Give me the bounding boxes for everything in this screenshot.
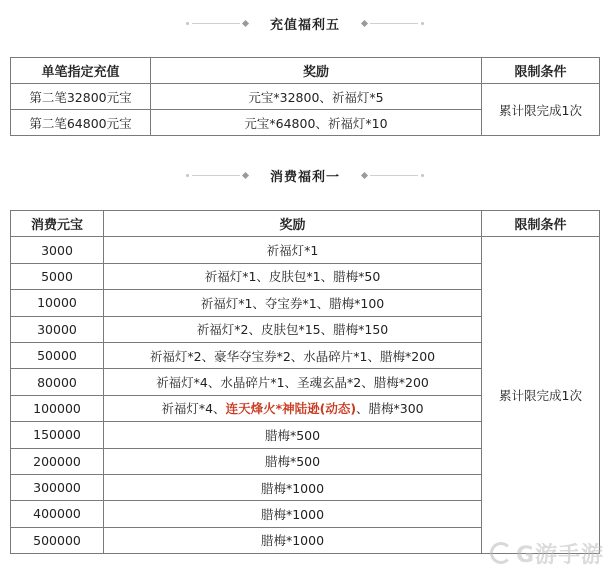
section-title-consume [0,165,610,185]
amount-cell: 100000 [11,395,104,421]
reward-cell: 腊梅*1000 [104,501,482,527]
limit-cell: 累计限完成1次 [482,237,600,554]
amount-cell: 10000 [11,290,104,316]
amount-cell: 50000 [11,342,104,368]
watermark-logo [490,538,604,568]
amount-cell: 3000 [11,237,104,263]
condition-cell: 第二笔32800元宝 [11,84,151,110]
condition-cell: 第二笔64800元宝 [11,110,151,136]
amount-cell: 500000 [11,527,104,553]
reward-cell: 祈福灯*4、水晶碎片*1、圣魂玄晶*2、腊梅*200 [104,369,482,395]
reward-cell: 祈福灯*2、豪华夺宝券*2、水晶碎片*1、腊梅*200 [104,342,482,368]
recharge-benefit-table [10,57,600,136]
header-reward: 奖励 [151,58,482,84]
reward-cell: 腊梅*500 [104,422,482,448]
section-title-text: 消费福利一 [269,169,340,185]
table-header-row [11,211,600,237]
amount-cell: 5000 [11,263,104,289]
table-row [11,237,600,263]
reward-cell: 元宝*64800、祈福灯*10 [151,110,482,136]
header-condition: 单笔指定充值 [11,58,151,84]
title-decoration-right [362,173,424,178]
title-decoration-left [186,173,248,178]
highlight-reward-text: 连天烽火*神陆逊(动态) [225,401,357,417]
section-title-recharge [0,13,610,33]
reward-cell [104,395,482,421]
table-row [11,84,600,110]
limit-cell: 累计限完成1次 [482,84,600,136]
reward-cell: 腊梅*500 [104,448,482,474]
amount-cell: 200000 [11,448,104,474]
amount-cell: 80000 [11,369,104,395]
consume-benefit-table [10,210,600,554]
header-limit: 限制条件 [482,58,600,84]
reward-cell: 祈福灯*2、皮肤包*15、腊梅*150 [104,316,482,342]
header-amount: 消费元宝 [11,211,104,237]
reward-cell: 腊梅*1000 [104,527,482,553]
reward-cell: 祈福灯*1、夺宝券*1、腊梅*100 [104,290,482,316]
amount-cell: 300000 [11,474,104,500]
reward-cell: 元宝*32800、祈福灯*5 [151,84,482,110]
title-decoration-right [362,21,424,26]
title-decoration-left [186,21,248,26]
table-header-row [11,58,600,84]
amount-cell: 400000 [11,501,104,527]
reward-text: 祈福灯*4、 [161,401,226,417]
amount-cell: 150000 [11,422,104,448]
reward-cell: 祈福灯*1、皮肤包*1、腊梅*50 [104,263,482,289]
header-reward: 奖励 [104,211,482,237]
amount-cell: 30000 [11,316,104,342]
reward-text: 、腊梅*300 [356,401,424,417]
reward-cell: 腊梅*1000 [104,474,482,500]
reward-cell: 祈福灯*1 [104,237,482,263]
watermark-text: G游手游 [515,542,604,568]
header-limit: 限制条件 [482,211,600,237]
section-title-text: 充值福利五 [269,17,340,33]
watermark-icon [490,542,512,564]
